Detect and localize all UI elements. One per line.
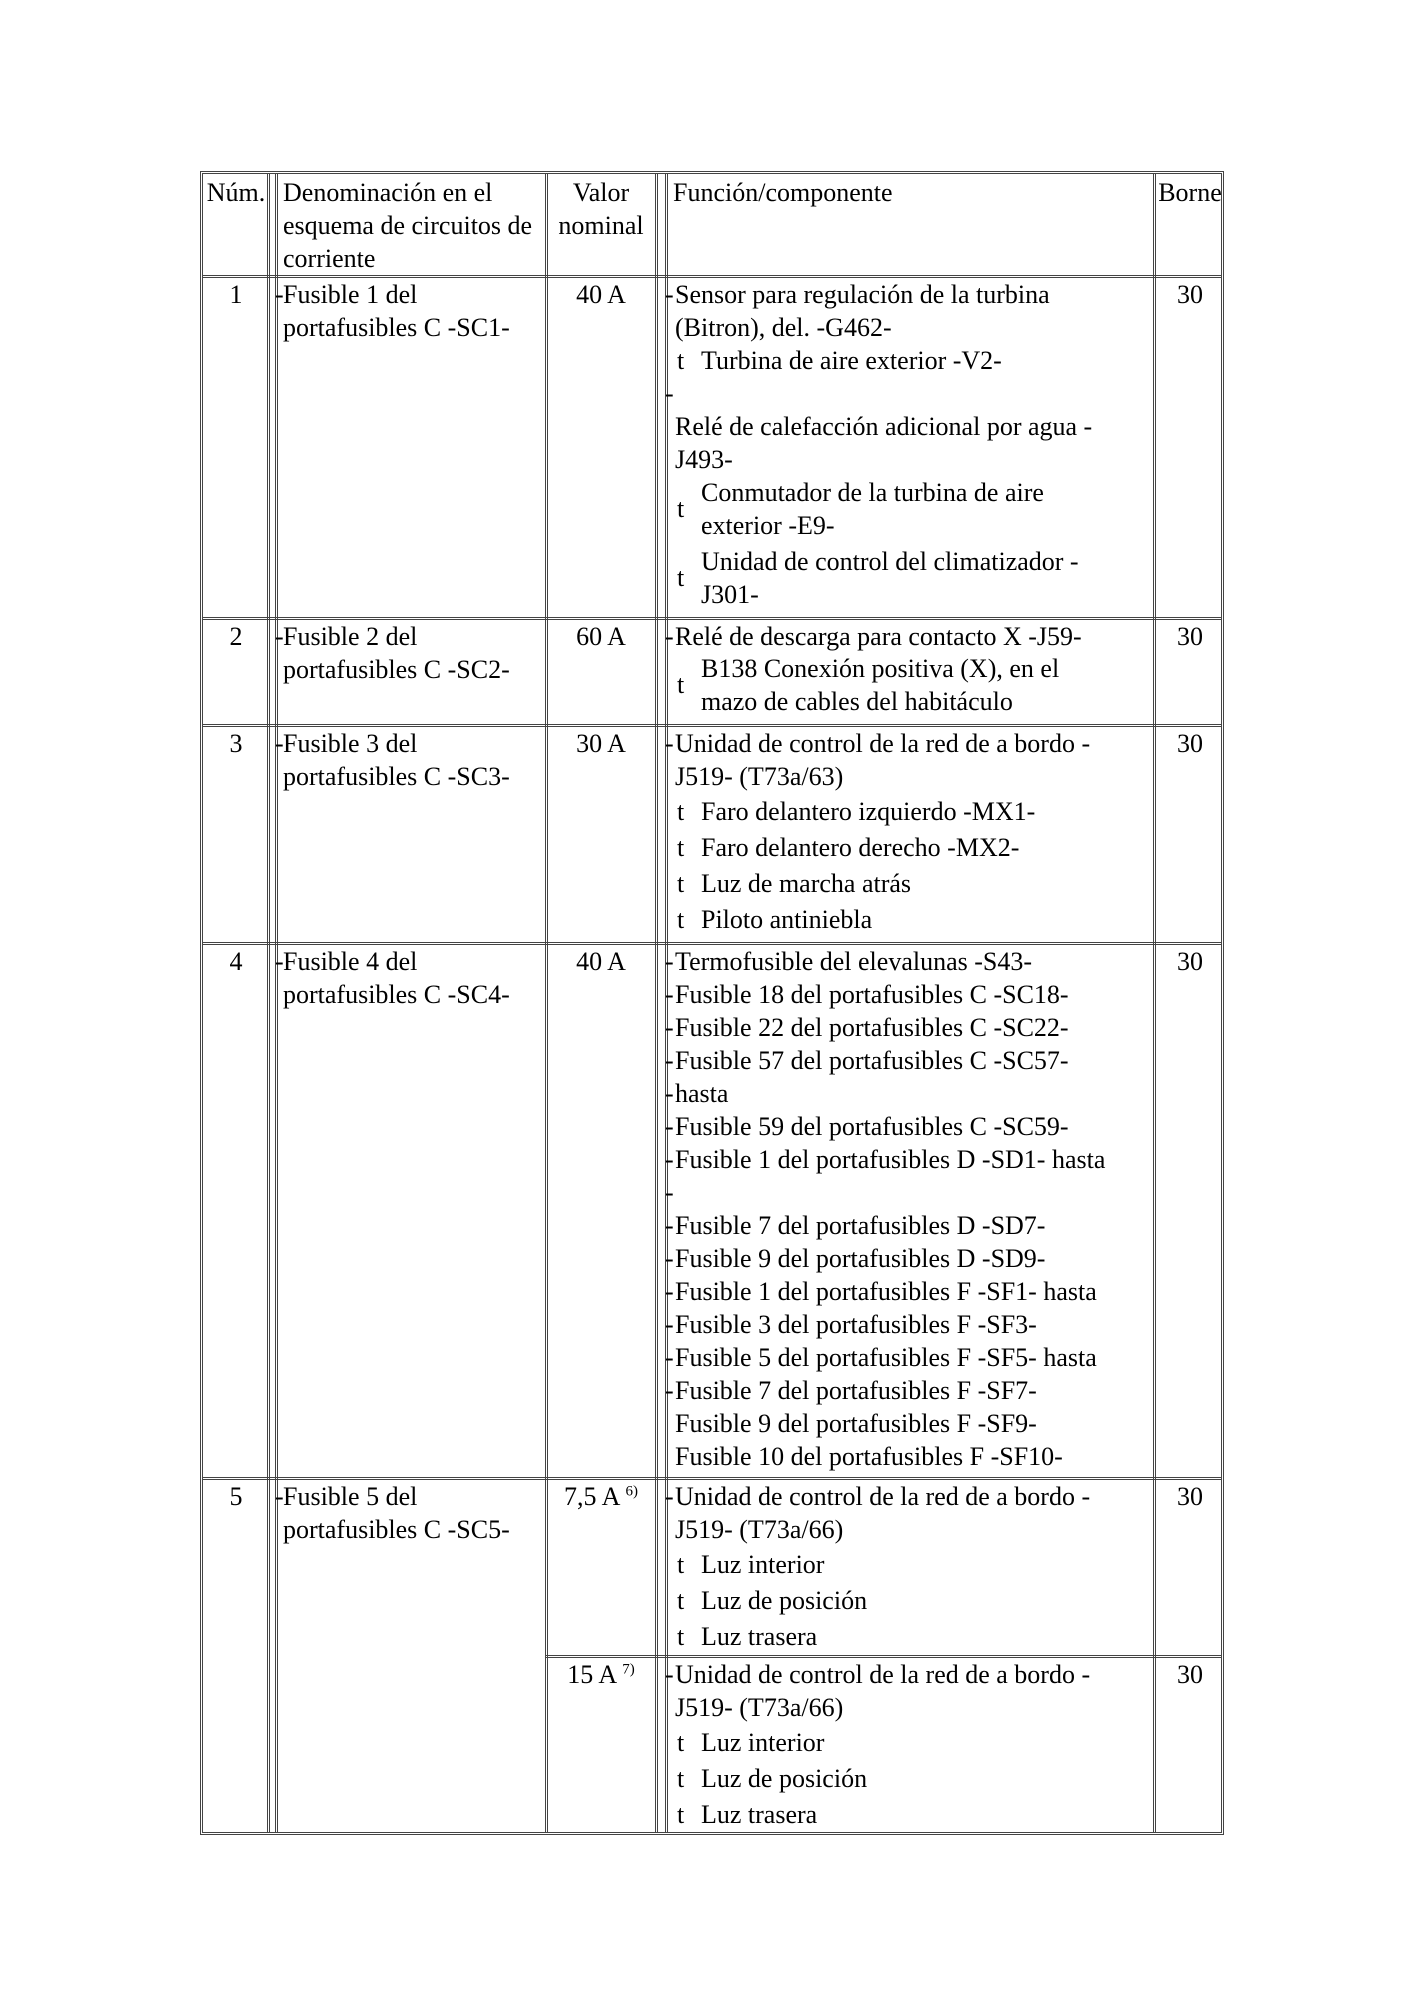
fuse-value [549,1658,653,1691]
bullet-icon: t [677,833,685,862]
row-num: 5 [229,1482,243,1511]
function-line: Fusible 7 del portafusibles D -SD7- [675,1211,1046,1240]
function-line: J519- (T73a/66) [675,1693,844,1722]
bullet-icon: t [677,346,685,375]
function-line: Fusible 3 del portafusibles F -SF3- [675,1310,1037,1339]
function-line: Fusible 9 del portafusibles D -SD9- [675,1244,1046,1273]
dash-mark: - [665,729,674,758]
function-line: Fusible 5 del portafusibles F -SF5- hasta [675,1343,1097,1372]
dash-mark: - [665,1482,674,1511]
dash-mark: - [665,622,674,651]
function-line: Unidad de control de la red de a bordo - [675,729,1091,758]
function-line: Unidad de control de la red de a bordo - [675,1482,1091,1511]
function-line: Fusible 18 del portafusibles C -SC18- [675,980,1069,1009]
bullet-icon: t [677,1622,685,1651]
borne-value: 30 [1177,947,1203,976]
dash-mark: - [665,280,674,309]
function-line: Unidad de control del climatizador - [701,547,1079,576]
header-valor: Valor nominal [558,178,644,240]
dash-mark: - [665,1145,674,1174]
function-line: Luz de marcha atrás [701,869,912,898]
dash-mark: - [275,622,284,651]
borne-value: 30 [1177,280,1203,309]
bullet-icon: t [677,1800,685,1829]
footnote-ref: 6) [625,1483,638,1500]
col-divider [655,174,658,1832]
function-line: Luz interior [701,1550,825,1579]
fuse-name: Fusible 1 del portafusibles C -SC1- [283,280,510,342]
function-line: B138 Conexión positiva (X), en el [701,654,1060,683]
dash-mark: - [275,729,284,758]
bullet-icon: t [677,905,685,934]
col-divider [1153,174,1156,1832]
row-num: 2 [229,622,243,651]
fuse-value: 40 A [576,280,626,309]
function-line: J519- (T73a/66) [675,1515,844,1544]
header-denominacion: Denominación en el esquema de circuitos de corriente [283,178,533,273]
function-line: Fusible 1 del portafusibles D -SD1- hasta [675,1145,1106,1174]
function-line: Unidad de control de la red de a bordo - [675,1660,1091,1689]
dash-mark: - [665,1660,674,1689]
dash-mark: - [665,1277,674,1306]
function-line: Fusible 10 del portafusibles F -SF10- [675,1442,1063,1471]
dash-mark: - [275,1482,284,1511]
dash-mark: - [275,947,284,976]
function-line: Fusible 59 del portafusibles C -SC59- [675,1112,1069,1141]
function-line: Luz trasera [701,1622,818,1651]
row-num: 1 [229,280,243,309]
fuse-name: Fusible 5 del portafusibles C -SC5- [283,1482,510,1544]
header-funcion: Función/componente [673,178,893,207]
borne-value: 30 [1177,1660,1203,1689]
fuse-name: Fusible 4 del portafusibles C -SC4- [283,947,510,1009]
dash-mark: - [665,1178,674,1207]
dash-mark: - [665,1013,674,1042]
bullet-icon: t [677,869,685,898]
fuse-value: 30 A [576,729,626,758]
borne-value: 30 [1177,622,1203,651]
borne-value: 30 [1177,729,1203,758]
fuse-name: Fusible 3 del portafusibles C -SC3- [283,729,510,791]
dash-mark: - [665,1376,674,1405]
function-line: Fusible 22 del portafusibles C -SC22- [675,1013,1069,1042]
function-line: (Bitron), del. -G462- [675,313,892,342]
function-line: Conmutador de la turbina de aire [701,478,1044,507]
dash-mark: - [665,1079,674,1108]
dash-mark: - [665,1046,674,1075]
function-line: Fusible 1 del portafusibles F -SF1- hasta [675,1277,1097,1306]
bullet-icon: t [677,1550,685,1579]
bullet-icon: t [677,563,685,592]
function-line: mazo de cables del habitáculo [701,687,1013,716]
col-divider [267,174,270,1832]
function-line: Luz trasera [701,1800,818,1829]
function-line: Termofusible del elevalunas -S43- [675,947,1033,976]
dash-mark: - [665,980,674,1009]
dash-mark: - [665,947,674,976]
bullet-icon: t [677,1764,685,1793]
function-line: Fusible 7 del portafusibles F -SF7- [675,1376,1037,1405]
dash-mark: - [665,379,674,408]
function-line: Relé de descarga para contacto X -J59- [675,622,1082,651]
function-line: Fusible 9 del portafusibles F -SF9- [675,1409,1037,1438]
function-line: Relé de calefacción adicional por agua - [675,412,1093,441]
function-line: J519- (T73a/63) [675,762,844,791]
dash-mark: - [275,280,284,309]
function-line: Faro delantero derecho -MX2- [701,833,1020,862]
function-line: Luz de posición [701,1764,868,1793]
bullet-icon: t [677,494,685,523]
header-borne: Borne [1158,178,1222,207]
function-line: Sensor para regulación de la turbina [675,280,1050,309]
fuse-value-text: 7,5 A [564,1482,619,1511]
function-line: J301- [701,580,759,609]
fuse-name: Fusible 2 del portafusibles C -SC2- [283,622,510,684]
function-line: Fusible 57 del portafusibles C -SC57- [675,1046,1069,1075]
function-line: Piloto antiniebla [701,905,873,934]
row-num: 3 [229,729,243,758]
header-num: Núm. [206,178,266,207]
function-line: hasta [675,1079,729,1108]
col-divider [275,174,278,1832]
fuse-value-text: 15 A [567,1660,616,1689]
bullet-icon: t [677,797,685,826]
fuse-value: 40 A [576,947,626,976]
col-divider [545,174,548,1832]
fuse-value: 60 A [576,622,626,651]
function-line: Luz de posición [701,1586,868,1615]
dash-mark: - [665,1310,674,1339]
dash-mark: - [665,1112,674,1141]
dash-mark: - [665,1244,674,1273]
function-line: Faro delantero izquierdo -MX1- [701,797,1036,826]
borne-value: 30 [1177,1482,1203,1511]
row-num: 4 [229,947,243,976]
footnote-ref: 7) [622,1661,635,1678]
fuse-value [549,1480,653,1513]
function-line: Turbina de aire exterior -V2- [701,346,1002,375]
bullet-icon: t [677,670,685,699]
fuse-table [200,171,1224,1835]
function-line: J493- [675,445,733,474]
dash-mark: - [665,1211,674,1240]
bullet-icon: t [677,1728,685,1757]
dash-mark: - [665,1343,674,1372]
function-line: exterior -E9- [701,511,835,540]
function-line: Luz interior [701,1728,825,1757]
bullet-icon: t [677,1586,685,1615]
